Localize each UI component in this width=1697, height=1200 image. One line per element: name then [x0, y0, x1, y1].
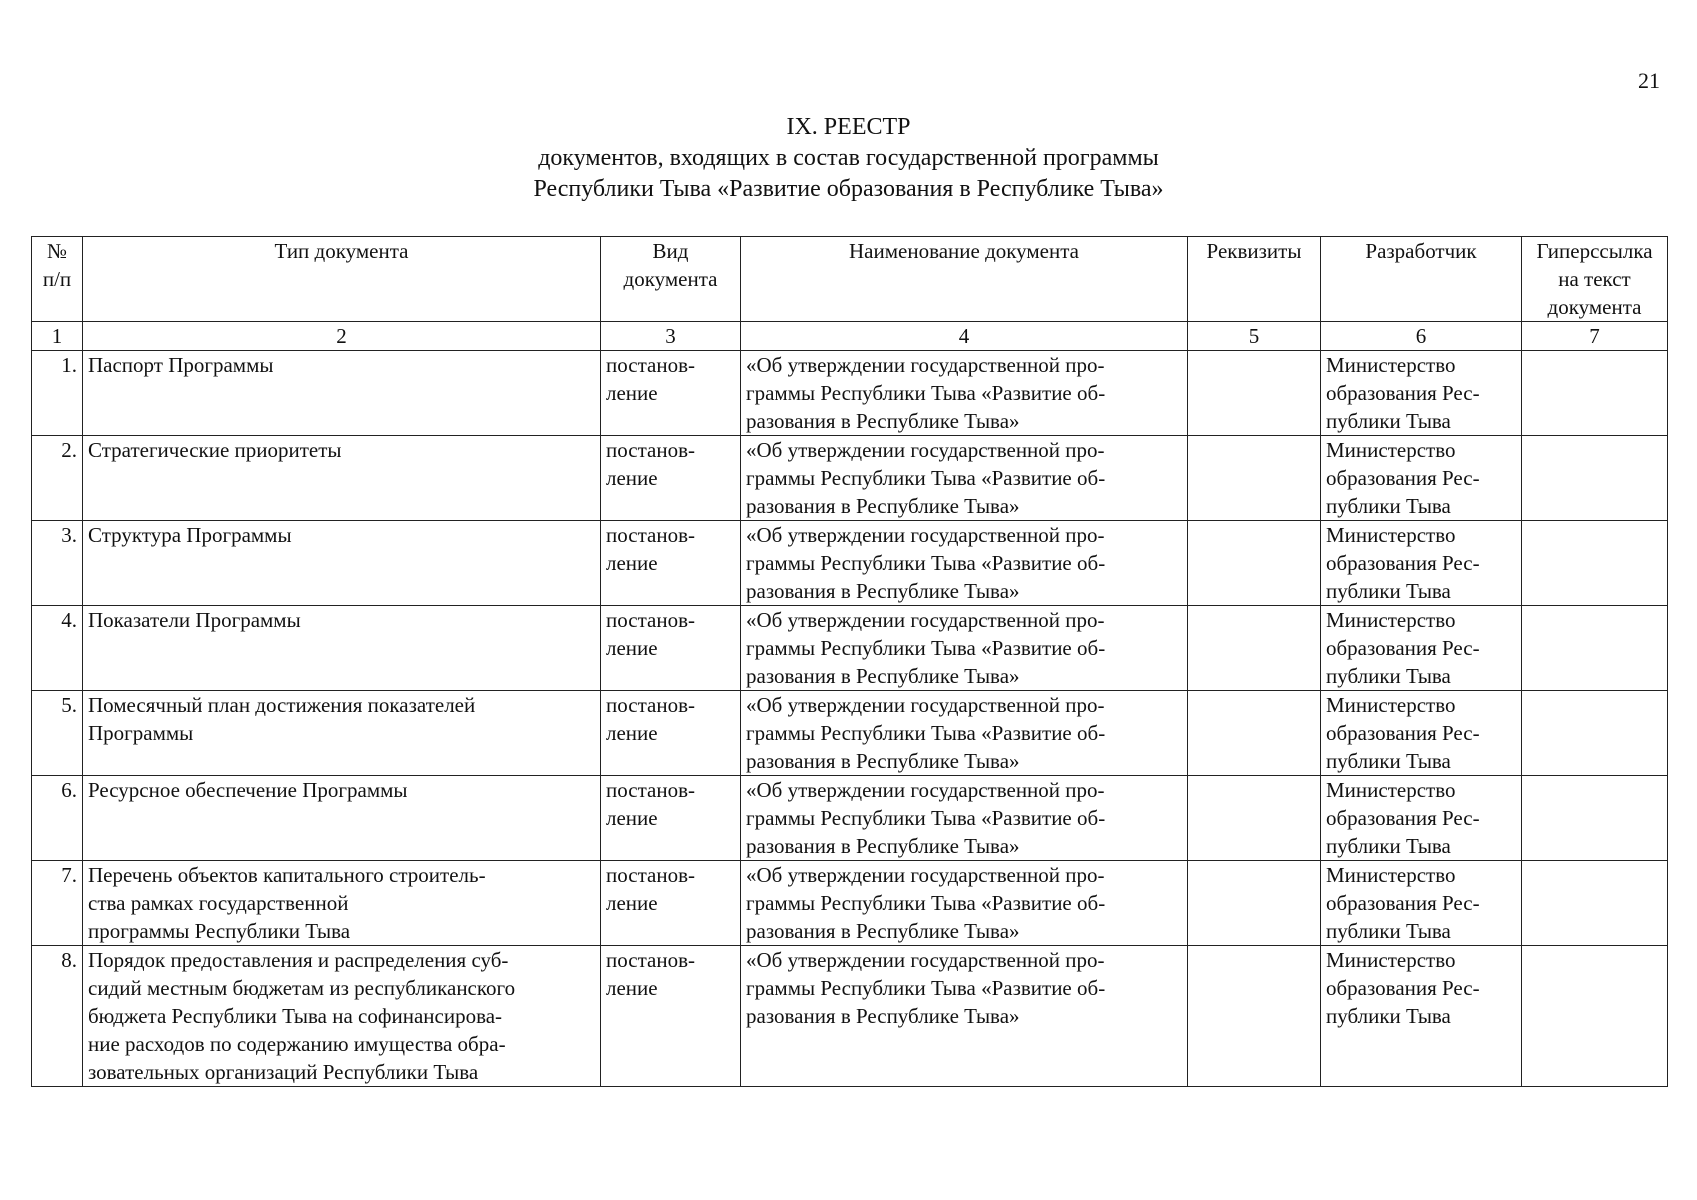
document-kind-cell-line: ление	[606, 636, 658, 660]
document-type-cell	[83, 351, 601, 436]
document-kind-cell-line: постанов-	[606, 438, 695, 462]
document-type-cell	[83, 521, 601, 606]
header-document-kind	[601, 237, 741, 322]
header-document-kind-line: документа	[623, 267, 718, 291]
document-name-cell	[741, 861, 1188, 946]
document-type-cell-line: Паспорт Программы	[88, 353, 274, 377]
row-number: 6.	[32, 776, 83, 861]
requisites-cell	[1188, 436, 1321, 521]
developer-cell-line: Министерство	[1326, 523, 1456, 547]
document-heading	[0, 112, 1697, 205]
developer-cell-line: публики Тыва	[1326, 749, 1451, 773]
document-type-cell-line: Структура Программы	[88, 523, 292, 547]
document-type-cell-line: Помесячный план достижения показателей	[88, 693, 476, 717]
page-number: 21	[1638, 68, 1660, 93]
document-name-cell-line: разования в Республике Тыва»	[746, 834, 1020, 858]
document-name-cell-line: граммы Республики Тыва «Развитие об-	[746, 551, 1106, 575]
document-type-cell	[83, 436, 601, 521]
developer-cell	[1321, 351, 1522, 436]
document-kind-cell-line: ление	[606, 466, 658, 490]
hyperlink-cell	[1522, 946, 1668, 1087]
developer-cell	[1321, 861, 1522, 946]
requisites-cell	[1188, 606, 1321, 691]
document-name-cell-line: «Об утверждении государственной про-	[746, 863, 1105, 887]
hyperlink-cell	[1522, 776, 1668, 861]
document-type-cell	[83, 691, 601, 776]
table-row	[32, 861, 1668, 946]
table-row	[32, 436, 1668, 521]
column-number: 7	[1522, 322, 1668, 351]
document-type-cell	[83, 946, 601, 1087]
document-kind-cell-line: постанов-	[606, 353, 695, 377]
document-name-cell	[741, 351, 1188, 436]
header-document-type-line: Тип документа	[274, 239, 409, 263]
document-kind-cell-line: ление	[606, 891, 658, 915]
document-name-cell-line: «Об утверждении государственной про-	[746, 693, 1105, 717]
document-name-cell	[741, 606, 1188, 691]
document-kind-cell	[601, 351, 741, 436]
document-kind-cell	[601, 946, 741, 1087]
document-name-cell	[741, 776, 1188, 861]
developer-cell-line: Министерство	[1326, 863, 1456, 887]
documents-registry-table	[31, 236, 1668, 1087]
document-name-cell-line: граммы Республики Тыва «Развитие об-	[746, 636, 1106, 660]
document-type-cell	[83, 776, 601, 861]
document-name-cell-line: разования в Республике Тыва»	[746, 494, 1020, 518]
header-hyperlink-line: на текст	[1558, 267, 1631, 291]
hyperlink-cell	[1522, 691, 1668, 776]
developer-cell-line: образования Рес-	[1326, 551, 1480, 575]
document-name-cell-line: разования в Республике Тыва»	[746, 1004, 1020, 1028]
column-number: 3	[601, 322, 741, 351]
document-kind-cell-line: постанов-	[606, 948, 695, 972]
document-type-cell	[83, 861, 601, 946]
table-row	[32, 776, 1668, 861]
developer-cell-line: публики Тыва	[1326, 579, 1451, 603]
hyperlink-cell	[1522, 861, 1668, 946]
developer-cell	[1321, 606, 1522, 691]
developer-cell-line: образования Рес-	[1326, 806, 1480, 830]
document-type-cell-line: Ресурсное обеспечение Программы	[88, 778, 408, 802]
row-number: 2.	[32, 436, 83, 521]
document-kind-cell-line: ление	[606, 551, 658, 575]
document-name-cell-line: разования в Республике Тыва»	[746, 579, 1020, 603]
document-type-cell-line: ние расходов по содержанию имущества обра-	[88, 1032, 506, 1056]
document-type-cell-line: ства рамках государственной	[88, 891, 349, 915]
developer-cell-line: образования Рес-	[1326, 636, 1480, 660]
developer-cell-line: Министерство	[1326, 693, 1456, 717]
developer-cell-line: образования Рес-	[1326, 721, 1480, 745]
document-name-cell-line: граммы Республики Тыва «Развитие об-	[746, 976, 1106, 1000]
developer-cell	[1321, 776, 1522, 861]
header-requisites-line: Реквизиты	[1206, 239, 1302, 263]
document-name-cell-line: разования в Республике Тыва»	[746, 749, 1020, 773]
header-hyperlink-line: документа	[1547, 295, 1642, 319]
document-name-cell-line: разования в Республике Тыва»	[746, 919, 1020, 943]
developer-cell	[1321, 691, 1522, 776]
document-kind-cell-line: ление	[606, 381, 658, 405]
document-name-cell-line: разования в Республике Тыва»	[746, 664, 1020, 688]
header-document-kind-line: Вид	[652, 239, 689, 263]
column-number: 4	[741, 322, 1188, 351]
developer-cell-line: Министерство	[1326, 353, 1456, 377]
document-name-cell-line: граммы Республики Тыва «Развитие об-	[746, 891, 1106, 915]
developer-cell-line: образования Рес-	[1326, 381, 1480, 405]
document-kind-cell-line: постанов-	[606, 608, 695, 632]
document-name-cell-line: «Об утверждении государственной про-	[746, 948, 1105, 972]
developer-cell-line: Министерство	[1326, 608, 1456, 632]
row-number: 5.	[32, 691, 83, 776]
header-developer-line: Разработчик	[1365, 239, 1477, 263]
document-name-cell-line: «Об утверждении государственной про-	[746, 778, 1105, 802]
requisites-cell	[1188, 691, 1321, 776]
developer-cell-line: образования Рес-	[1326, 976, 1480, 1000]
developer-cell-line: Министерство	[1326, 948, 1456, 972]
heading-title: IX. РЕЕСТР	[786, 114, 911, 140]
developer-cell-line: публики Тыва	[1326, 409, 1451, 433]
document-type-cell-line: зовательных организаций Республики Тыва	[88, 1060, 479, 1084]
header-number	[32, 237, 83, 322]
header-number-line: п/п	[42, 267, 72, 291]
column-number: 2	[83, 322, 601, 351]
requisites-cell	[1188, 776, 1321, 861]
developer-cell	[1321, 521, 1522, 606]
developer-cell-line: Министерство	[1326, 778, 1456, 802]
document-type-cell-line: бюджета Республики Тыва на софинансирова-	[88, 1004, 503, 1028]
document-kind-cell-line: постанов-	[606, 778, 695, 802]
hyperlink-cell	[1522, 351, 1668, 436]
document-kind-cell-line: ление	[606, 976, 658, 1000]
document-kind-cell	[601, 776, 741, 861]
document-name-cell-line: «Об утверждении государственной про-	[746, 438, 1105, 462]
developer-cell-line: публики Тыва	[1326, 1004, 1451, 1028]
document-kind-cell	[601, 606, 741, 691]
table-body	[32, 322, 1668, 1087]
document-type-cell-line: Программы	[88, 721, 194, 745]
document-type-cell-line: Показатели Программы	[88, 608, 301, 632]
document-kind-cell	[601, 436, 741, 521]
document-name-cell-line: граммы Республики Тыва «Развитие об-	[746, 466, 1106, 490]
developer-cell-line: публики Тыва	[1326, 494, 1451, 518]
row-number: 3.	[32, 521, 83, 606]
row-number: 4.	[32, 606, 83, 691]
header-document-type	[83, 237, 601, 322]
table-row	[32, 521, 1668, 606]
document-type-cell-line: Перечень объектов капитального строитель-	[88, 863, 486, 887]
header-hyperlink-line: Гиперссылка	[1536, 239, 1653, 263]
developer-cell-line: публики Тыва	[1326, 919, 1451, 943]
table-row	[32, 351, 1668, 436]
document-type-cell-line: Стратегические приоритеты	[88, 438, 342, 462]
document-kind-cell	[601, 691, 741, 776]
document-name-cell-line: «Об утверждении государственной про-	[746, 353, 1105, 377]
hyperlink-cell	[1522, 521, 1668, 606]
header-hyperlink	[1522, 237, 1668, 322]
developer-cell-line: Министерство	[1326, 438, 1456, 462]
document-name-cell-line: «Об утверждении государственной про-	[746, 523, 1105, 547]
document-name-cell-line: «Об утверждении государственной про-	[746, 608, 1105, 632]
developer-cell-line: образования Рес-	[1326, 466, 1480, 490]
row-number: 7.	[32, 861, 83, 946]
document-kind-cell	[601, 521, 741, 606]
developer-cell	[1321, 946, 1522, 1087]
heading-subtitle-line-1: документов, входящих в состав государственной программы	[538, 145, 1159, 171]
document-type-cell-line: программы Республики Тыва	[88, 919, 351, 943]
document-kind-cell-line: постанов-	[606, 693, 695, 717]
document-name-cell-line: граммы Республики Тыва «Развитие об-	[746, 721, 1106, 745]
header-requisites	[1188, 237, 1321, 322]
column-number: 1	[32, 322, 83, 351]
document-kind-cell-line: ление	[606, 806, 658, 830]
document-kind-cell-line: постанов-	[606, 523, 695, 547]
document-type-cell-line: сидий местным бюджетам из республиканского	[88, 976, 516, 1000]
developer-cell-line: публики Тыва	[1326, 834, 1451, 858]
column-numbers-row	[32, 322, 1668, 351]
requisites-cell	[1188, 521, 1321, 606]
table-row	[32, 606, 1668, 691]
document-kind-cell	[601, 861, 741, 946]
table-row	[32, 691, 1668, 776]
requisites-cell	[1188, 351, 1321, 436]
header-number-line: №	[46, 239, 68, 263]
column-number: 6	[1321, 322, 1522, 351]
heading-subtitle-line-2: Республики Тыва «Развитие образования в Республике Тыва»	[533, 176, 1164, 202]
requisites-cell	[1188, 946, 1321, 1087]
row-number: 8.	[32, 946, 83, 1087]
row-number: 1.	[32, 351, 83, 436]
table-header-row	[32, 237, 1668, 322]
developer-cell-line: публики Тыва	[1326, 664, 1451, 688]
document-name-cell	[741, 436, 1188, 521]
document-name-cell	[741, 521, 1188, 606]
header-developer	[1321, 237, 1522, 322]
header-document-name	[741, 237, 1188, 322]
hyperlink-cell	[1522, 436, 1668, 521]
document-name-cell	[741, 691, 1188, 776]
document-kind-cell-line: ление	[606, 721, 658, 745]
hyperlink-cell	[1522, 606, 1668, 691]
document-name-cell-line: граммы Республики Тыва «Развитие об-	[746, 381, 1106, 405]
document-name-cell-line: граммы Республики Тыва «Развитие об-	[746, 806, 1106, 830]
document-kind-cell-line: постанов-	[606, 863, 695, 887]
document-name-cell-line: разования в Республике Тыва»	[746, 409, 1020, 433]
document-type-cell-line: Порядок предоставления и распределения суб-	[88, 948, 509, 972]
header-document-name-line: Наименование документа	[849, 239, 1079, 263]
table-row	[32, 946, 1668, 1087]
column-number: 5	[1188, 322, 1321, 351]
document-name-cell	[741, 946, 1188, 1087]
requisites-cell	[1188, 861, 1321, 946]
developer-cell-line: образования Рес-	[1326, 891, 1480, 915]
developer-cell	[1321, 436, 1522, 521]
document-type-cell	[83, 606, 601, 691]
